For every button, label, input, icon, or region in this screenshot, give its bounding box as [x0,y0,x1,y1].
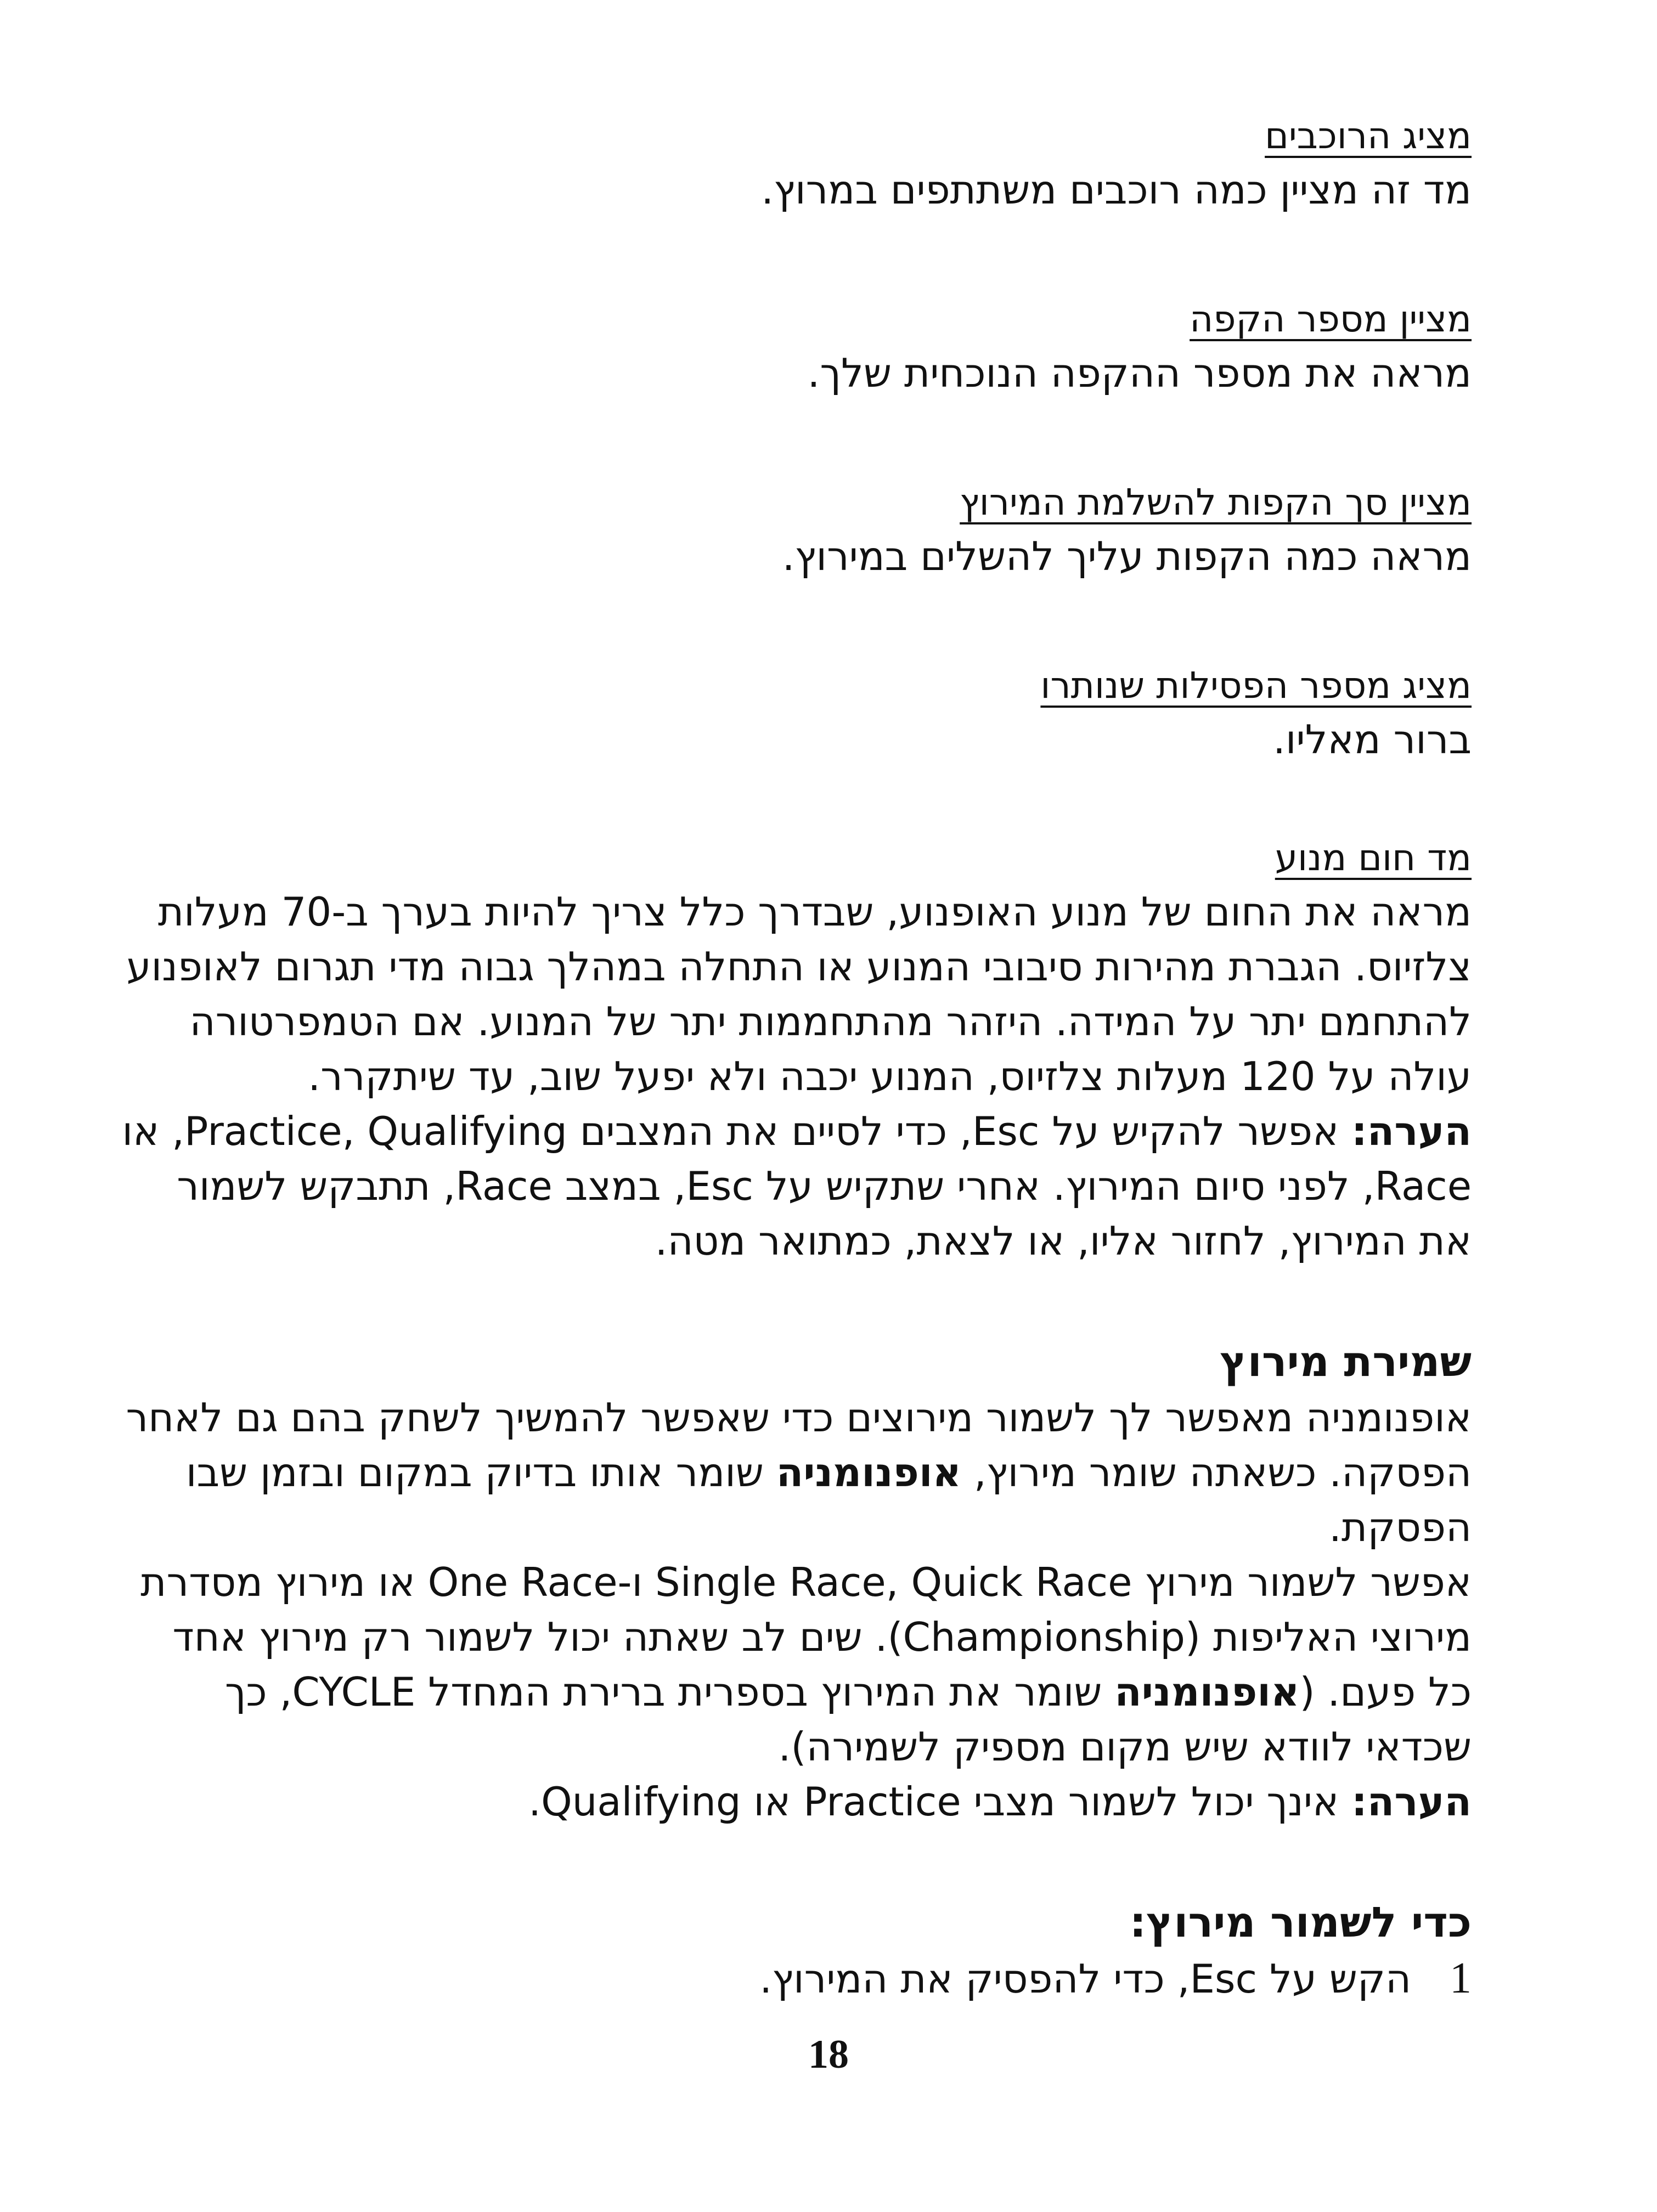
saving-race-block [126,1333,1472,1829]
engine-temp-line-3: להתחמם יתר על המידה. היזהר מהתחממות יתר של המנוע. אם הטמפרטורה [189,998,1472,1045]
saving-race-p2-line-1: אפשר לשמור מירוץ Single Race, Quick Race ו-One Race או מירוץ מסדרת [140,1559,1472,1605]
step-text: הקש על Esc, כדי להפסיק את המירוץ. [759,1956,1411,2002]
save-mode-note [173,1774,1472,1829]
step-number: 1 [1450,1954,1472,2002]
lap-number-text: מראה את מספר ההקפה הנוכחית שלך. [807,350,1472,396]
step-item [173,1951,1472,2006]
lap-number-heading: מציין מספר הקפה [1190,298,1472,340]
total-laps-block [173,476,1472,584]
riders-indicator-heading: מציג הרוכבים [1265,115,1472,157]
page-number: 18 [808,2032,849,2077]
esc-note-text-1: אפשר להקיש על Esc, כדי לסיים את המצבים Practice, Qualifying, או [122,1108,1339,1154]
saving-race-p1-line-3: הפסקת. [1328,1504,1472,1550]
saving-race-p1-text-a: הפסקה. כשאתה שומר מירוץ, [961,1449,1472,1496]
riders-indicator-text: מד זה מציין כמה רוכבים משתתפים במרוץ. [761,167,1472,213]
save-note-text: אינך יכול לשמור מצבי Practice או Qualifying. [528,1779,1339,1825]
total-laps-heading: מציין סך הקפות להשלמת המירוץ [960,481,1472,523]
disqualifications-block [173,659,1472,767]
engine-temp-line-4: עולה על 120 מעלות צלזיוס, המנוע יכבה ולא יפעל שוב, עד שיתקרר. [308,1053,1472,1099]
save-note-label: הערה: [1351,1779,1472,1825]
saving-race-p2-line-4: שכדאי לוודא שיש מקום מספיק לשמירה). [778,1724,1472,1770]
saving-race-p1-line-1: אופנומניה מאפשר לך לשמור מירוצים כדי שאפשר להמשיך לשחק בהם גם לאחר [126,1395,1472,1441]
disqualifications-heading: מציג מספר הפסילות שנותרו [1040,664,1472,707]
game-name-bold: אופנומניה [776,1449,961,1496]
saving-race-p2-line-3 [173,1664,1472,1719]
page-content [122,110,1472,2006]
esc-note-line-2: Race, לפני סיום המירוץ. אחרי שתקיש על Esc, במצב Race, תתבקש לשמור [177,1163,1472,1209]
saving-race-p2-text-b: שומר את המירוץ בספרית ברירת המחדל CYCLE, כך [224,1669,1115,1715]
total-laps-text: מראה כמה הקפות עליך להשלים במירוץ. [782,533,1472,579]
saving-race-p1-line-2 [173,1445,1472,1500]
esc-note-line-1 [122,1104,1472,1159]
saving-race-title: שמירת מירוץ [1220,1337,1472,1386]
esc-note-line-3: את המירוץ, לחזור אליו, או לצאת, כמתואר מטה. [655,1218,1472,1264]
saving-race-p2-text-a: כל פעם. ( [1299,1669,1472,1715]
engine-temp-heading: מד חום מנוע [1275,837,1472,879]
how-to-save-block [173,1894,1472,2006]
disqualifications-text: ברור מאליו. [1273,716,1472,763]
note-label: הערה: [1351,1108,1472,1154]
lap-number-block [173,293,1472,400]
how-to-save-title: כדי לשמור מירוץ: [1129,1898,1472,1946]
engine-temp-line-2: צלזיוס. הגברת מהירות סיבובי המנוע או התחלה במהלך גבוה מדי תגרום לאופנוע [126,944,1472,990]
riders-indicator-block [173,110,1472,217]
saving-race-p2-line-2: מירוצי האליפות (Championship). שים לב שאתה יכול לשמור רק מירוץ אחד [172,1614,1472,1660]
saving-race-p1-text-b: שומר אותו בדיוק במקום ובזמן שבו [185,1449,776,1496]
engine-temp-line-1: מראה את החום של מנוע האופנוע, שבדרך כלל צריך להיות בערך ב-70 מעלות [157,889,1472,935]
game-name-bold-2: אופנומניה [1114,1669,1300,1715]
engine-temp-block [122,832,1472,1268]
